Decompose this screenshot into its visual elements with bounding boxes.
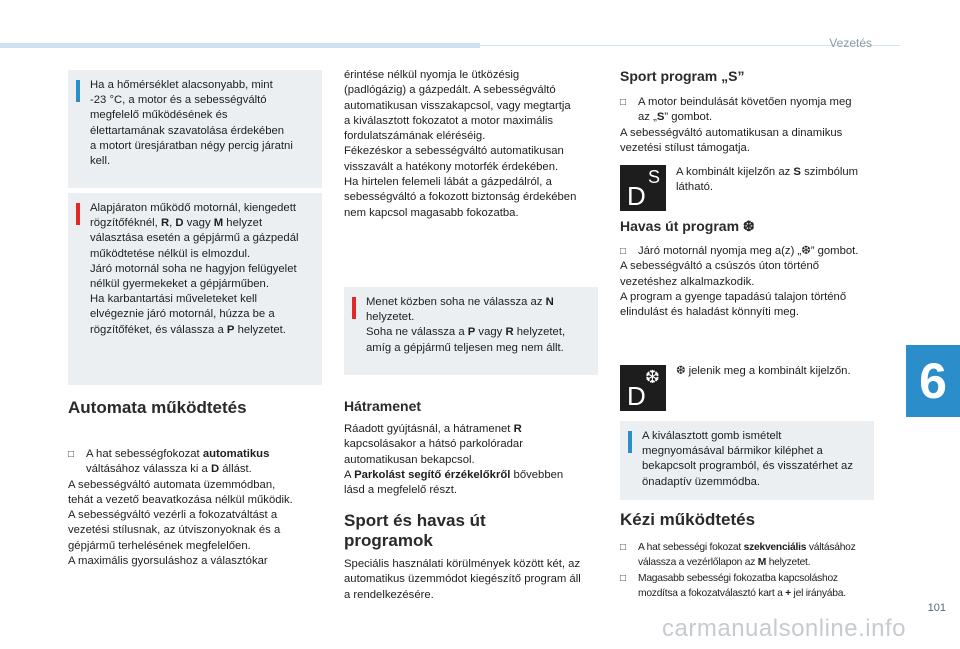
watermark: carmanualsonline.info <box>662 615 906 642</box>
paragraph-line: nem kapcsol magasabb fokozatba. <box>344 206 519 219</box>
paragraph-line: fordulatszámának eléréséig. <box>344 130 486 143</box>
info-line: megfelelő működésének és <box>90 109 228 122</box>
info-icon <box>628 431 632 453</box>
bullet-icon: □ <box>68 449 75 460</box>
list-item-cont: az „S” gombot. <box>638 111 713 124</box>
sport-note <box>676 165 886 196</box>
paragraph-line: automatikus üzemmódot kiegészítő program áll <box>344 573 581 586</box>
list-item: □ Magasabb sebességi fokozatba kapcsoláshoz <box>620 571 890 586</box>
snow-text <box>620 244 885 320</box>
warn-line: elvégeznie járó motornál, húzza be a <box>90 308 275 321</box>
info-line: A kiválasztott gomb ismételt <box>642 430 782 442</box>
warn-line: rögzítőféket, és válassza a P helyzetet. <box>90 323 286 336</box>
info-line: -23 °C, a motor és a sebességváltó <box>90 94 267 107</box>
bullet-icon: □ <box>620 246 627 257</box>
header-bar <box>0 43 480 48</box>
paragraph-line: vezetéshez alkalmazkodik. <box>620 275 755 288</box>
paragraph-line: a kiválasztott fokozatot a motor maximális <box>344 114 554 127</box>
paragraph-line: automatikusan visszakapcsol, vagy megtartja <box>344 99 571 112</box>
info-box-exit <box>620 421 874 500</box>
section-heading-manual: Kézi működtetés <box>620 510 756 529</box>
list-item: □ A hat sebességfokozat automatikus <box>68 447 328 462</box>
paragraph-line: A Parkolást segítő érzékelőkről bővebben <box>344 468 564 481</box>
list-item-cont: váltásához válassza ki a D állást. <box>86 463 252 476</box>
section-heading-sport: Sport program „S” <box>620 68 745 84</box>
paragraph-line: kapcsolásakor a hátsó parkolóradar <box>344 438 523 451</box>
warn-line: Soha ne válassza a P vagy R helyzetet, <box>366 326 566 339</box>
section-heading-programs <box>344 511 486 551</box>
note-line: A kombinált kijelzőn az S szimbólum <box>676 166 859 178</box>
paragraph-line: A maximális gyorsuláshoz a választókar <box>68 555 268 568</box>
automatic-text <box>68 447 328 569</box>
snow-note: ❆ jelenik meg a kombinált kijelzőn. <box>676 365 851 377</box>
paragraph-line: vezetési stílusnak, az útviszonyoknak és a <box>68 524 281 537</box>
info-line: kell. <box>90 155 111 168</box>
warn-line: választása esetén a gépjármű a gázpedál <box>90 232 299 245</box>
paragraph-line: (padlógázig) a gázpedált. A sebességváltó <box>344 84 556 97</box>
paragraph-line: Fékezéskor a sebességváltó automatikusan <box>344 145 564 158</box>
section-heading-snow: Havas út program ❆ <box>620 218 755 234</box>
section-heading-reverse: Hátramenet <box>344 398 422 414</box>
info-line: élettartamának szavatolása érdekében <box>90 124 285 137</box>
heading-line: Sport és havas út <box>344 511 486 530</box>
paragraph-line: elindulást és haladást könnyíti meg. <box>620 306 799 319</box>
manual-text <box>620 540 890 601</box>
note-line: látható. <box>676 181 714 194</box>
warn-line: Menet közben soha ne válassza az N <box>366 296 554 308</box>
info-line: önadaptív üzemmódba. <box>642 475 761 488</box>
warn-line: Ha karbantartási műveleteket kell <box>90 293 258 306</box>
warning-icon <box>76 203 80 225</box>
section-heading-automatic: Automata működtetés <box>68 398 247 417</box>
list-item: □ A motor beindulását követően nyomja meg <box>620 95 885 110</box>
paragraph-line: A sebességváltó vezérli a fokozatváltást a <box>68 509 278 522</box>
paragraph-line: Ráadott gyújtásnál, a hátramenet R <box>344 423 522 435</box>
paragraph-line: A sebességváltó automata üzemmódban, <box>68 478 276 491</box>
info-icon <box>76 80 80 102</box>
info-line: bekapcsolt programból, és visszatérhet az <box>642 460 853 473</box>
middle-text <box>344 68 606 221</box>
paragraph-line: Speciális használati körülmények között két, az <box>344 558 581 570</box>
paragraph-line: vezetési stílust támogatja. <box>620 141 750 154</box>
section-title: Vezetés <box>829 36 872 50</box>
programs-text <box>344 557 606 603</box>
list-item: □ A hat sebességi fokozat szekvenciális váltásához <box>620 540 890 555</box>
chapter-tab[interactable]: 6 <box>906 345 960 417</box>
bullet-icon: □ <box>620 97 627 108</box>
paragraph-line: lásd a megfelelő részt. <box>344 484 458 497</box>
bullet-icon: □ <box>620 572 626 584</box>
info-line: a motort üresjáratban négy percig járatni <box>90 139 293 152</box>
sport-text <box>620 95 885 156</box>
paragraph-line: érintése nélkül nyomja le ütközésig <box>344 69 520 81</box>
list-item-cont: válassza a vezérlőlapon az M helyzetet. <box>638 557 811 569</box>
warn-line: Járó motornál soha ne hagyjon felügyelet <box>90 262 297 275</box>
warn-line: működtetése nélkül is elmozdul. <box>90 247 251 260</box>
info-line: megnyomásával bármikor kiléphet a <box>642 445 823 458</box>
info-line: Ha a hőmérséklet alacsonyabb, mint <box>90 79 273 91</box>
paragraph-line: A sebességváltó a csúszós úton történő <box>620 260 820 273</box>
list-item: □ Járó motornál nyomja meg a(z) „❆” gombot. <box>620 244 885 259</box>
info-box-temperature <box>68 70 322 188</box>
paragraph-line: sebességváltó a fokozott biztonság érdekében <box>344 191 577 204</box>
warn-line: helyzetet. <box>366 311 415 324</box>
warning-icon <box>352 297 356 319</box>
warning-box-idle <box>68 193 322 385</box>
reverse-text <box>344 422 606 498</box>
paragraph-line: visszavált a hatékony motorfék érdekében. <box>344 160 559 173</box>
warning-box-neutral <box>344 287 598 375</box>
paragraph-line: automatikusan bekapcsol. <box>344 453 475 466</box>
warn-line: amíg a gépjármű teljesen meg nem állt. <box>366 341 564 354</box>
paragraph-line: gépjármű terhelésének megfelelően. <box>68 539 251 552</box>
warn-line: Alapjáraton működő motornál, kiengedett <box>90 202 296 214</box>
heading-line: programok <box>344 531 433 550</box>
paragraph-line: A program a gyenge tapadású talajon történő <box>620 290 847 303</box>
paragraph-line: tehát a vezető beavatkozása nélkül működik. <box>68 493 293 506</box>
warn-line: rögzítőféknél, R, D vagy M helyzet <box>90 217 263 230</box>
bullet-icon: □ <box>620 542 626 553</box>
snow-display-icon: D ❆ <box>620 365 666 411</box>
paragraph-line: Ha hirtelen felemeli lábát a gázpedálról, a <box>344 176 552 189</box>
sport-display-icon: D S <box>620 165 666 211</box>
paragraph-line: a rendelkezésére. <box>344 588 434 601</box>
warn-line: nélkül gyermekeket a gépjárműben. <box>90 278 269 291</box>
paragraph-line: A sebességváltó automatikusan a dinamikus <box>620 126 843 139</box>
list-item-cont: mozdítsa a fokozatválasztó kart a + jel irányába. <box>638 587 846 599</box>
page-number: 101 <box>927 602 946 614</box>
